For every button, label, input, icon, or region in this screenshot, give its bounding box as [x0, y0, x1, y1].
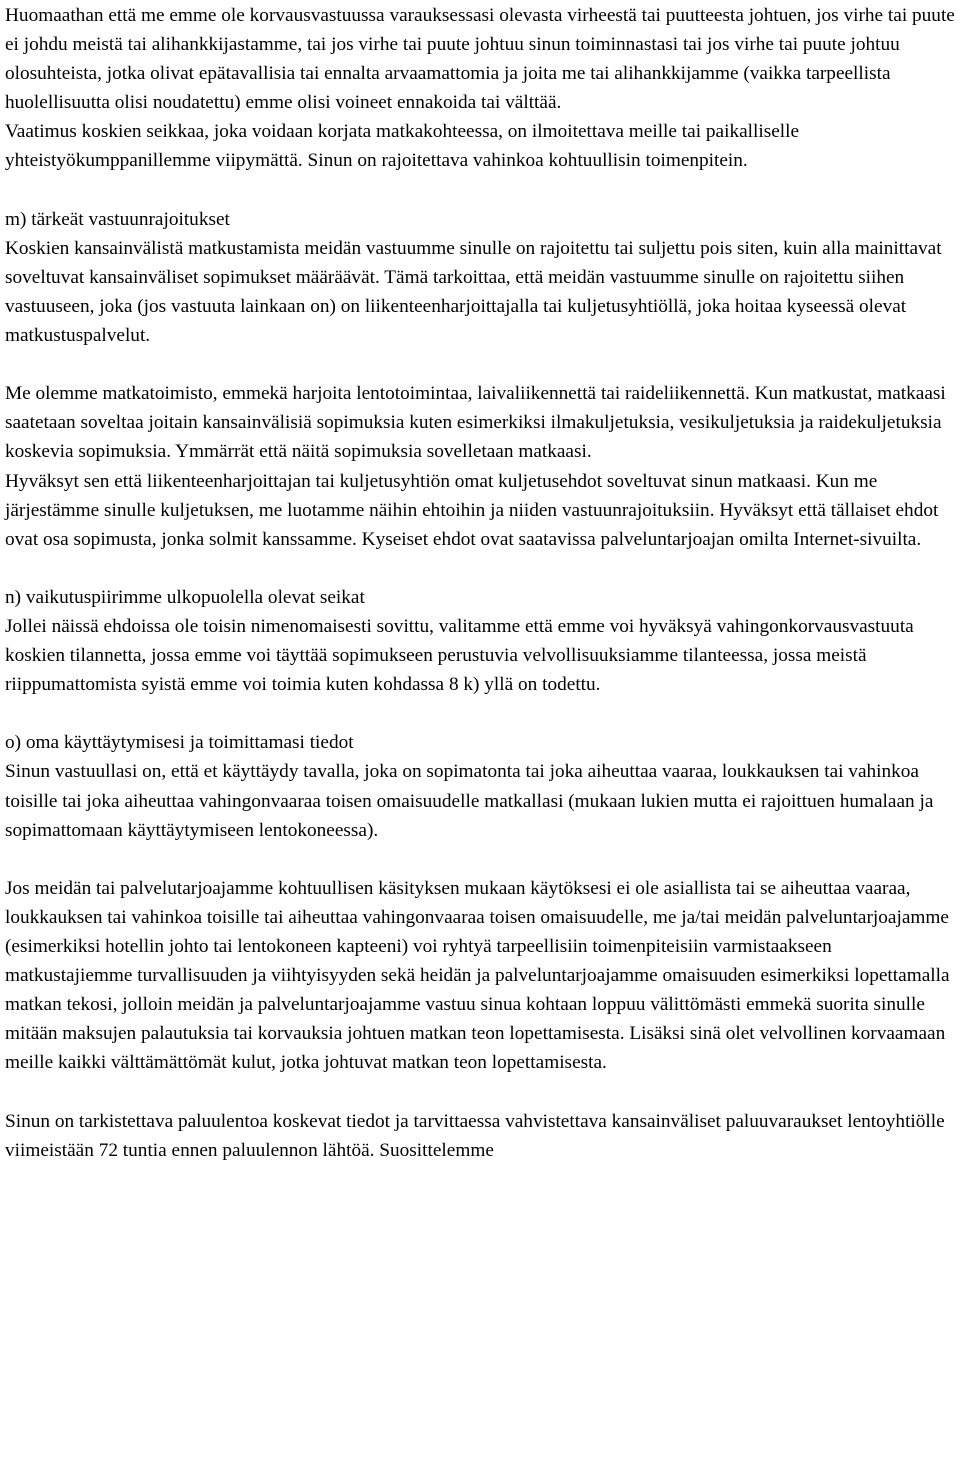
- paragraph-behaviour: Sinun vastuullasi on, että et käyttäydy tavalla, joka on sopimatonta tai joka aiheuttaa vaaraa, loukkauksen tai vahinkoa toisille tai joka aiheuttaa vahingonvaaraa toisen omaisuudelle matkallasi (mukaan lukien mutta ei rajoittuen humalaan ja sopimattomaan käyttäytymiseen lentokoneessa).: [5, 761, 934, 841]
- paragraph-force-majeure: Jollei näissä ehdoissa ole toisin nimenomaisesti sovittu, valitamme että emme voi hyväksyä vahingonkorvausvastuuta koskien tilannetta, jossa emme voi täyttää sopimukseen perustuvia velvollisuuksiamme tilanteessa, jossa meistä riippumattomista syistä emme voi toimia kuten kohdassa 8 k) yllä on todettu.: [5, 615, 914, 696]
- paragraph-international-travel: Koskien kansainvälistä matkustamista meidän vastuumme sinulle on rajoitettu tai suljettu pois siten, kuin alla mainittavat soveltuvat kansainväliset sopimukset määräävät. Tämä tarkoittaa, että meidän vastuumme sinulle on rajoitettu siihen vastuuseen, joka (jos vastuuta lainkaan on) on liikenteenharjoittajalla tai kuljetusyhtiöllä, joka hoitaa kyseessä olevat matkustuspalvelut.: [5, 237, 942, 347]
- paragraph-trip-termination: Jos meidän tai palvelutarjoajamme kohtuullisen käsityksen mukaan käytöksesi ei ole asiallista tai se aiheuttaa vaaraa, loukkauksen tai vahinkoa toisille tai aiheuttaa vahingonvaaraa toisen omaisuudelle, me ja/tai meidän palveluntarjoajamme (esimerkiksi hotellin johto tai lentokoneen kapteeni) voi ryhtyä tarpeellisiin toimenpiteisiin varmistaakseen matkustajiemme turvallisuuden ja viihtyisyyden sekä heidän ja palveluntarjoajamme omaisuuden esimerkiksi lopettamalla matkan tekosi, jolloin meidän ja palveluntarjoajamme vastuu sinua kohtaan loppuu välittömästi emmekä suorita sinulle mitään maksujen palautuksia tai korvauksia johtuen matkan teon lopettamisesta. Lisäksi sinä olet velvollinen korvaamaan meille kaikki välttämättömät kulut, jotka johtuvat matkan teon lopettamisesta.: [5, 877, 950, 1074]
- paragraph-liability-exclusion: Huomaathan että me emme ole korvausvastuussa varauksessasi olevasta virheestä tai puutteesta johtuen, jos virhe tai puute ei johdu meistä tai alihankkijastamme, tai jos virhe tai puute johtuu sinun toiminnastasi tai jos virhe tai puute johtuu olosuhteista, jotka olivat epätavallisia tai ennalta arvaamattomia ja joita me tai alihankkijamme (vaikka tarpeellista huolellisuutta olisi noudatettu) emme olisi voineet ennakoida tai välttää.: [5, 5, 955, 114]
- paragraph-travel-agency: Me olemme matkatoimisto, emmekä harjoita lentotoimintaa, laivaliikennettä tai raideliikennettä. Kun matkustat, matkaasi saatetaan soveltaa joitain kansainvälisiä sopimuksia kuten esimerkiksi ilmakuljetuksia, vesikuljetuksia ja raidekuljetuksia koskevia sopimuksia. Ymmärrät että näitä sopimuksia sovelletaan matkaasi.: [5, 383, 946, 463]
- paragraph-gap: [5, 1077, 955, 1106]
- paragraph-gap: [5, 350, 955, 379]
- paragraph-gap: [5, 554, 955, 583]
- section-heading-m: m) tärkeät vastuunrajoitukset: [5, 208, 230, 230]
- paragraph-gap: [5, 699, 955, 728]
- document-page: [5, 0, 955, 1165]
- paragraph-return-flight: Sinun on tarkistettava paluulentoa koskevat tiedot ja tarvittaessa vahvistettava kansainväliset paluuvaraukset lentoyhtiölle viimeistään 72 tuntia ennen paluulennon lähtöä. Suosittelemme: [5, 1110, 945, 1161]
- paragraph-carrier-terms: Hyväksyt sen että liikenteenharjoittajan tai kuljetusyhtiön omat kuljetusehdot soveltuvat sinun matkaasi. Kun me järjestämme sinulle kuljetuksen, me luotamme näihin ehtoihin ja niiden vastuunrajoituksiin. Hyväksyt että tällaiset ehdot ovat osa sopimusta, jonka solmit kanssamme. Kyseiset ehdot ovat saatavissa palveluntarjoajan omilta Internet-sivuilta.: [5, 470, 939, 550]
- paragraph-gap: [5, 845, 955, 874]
- section-heading-n: n) vaikutuspiirimme ulkopuolella olevat seikat: [5, 586, 365, 608]
- paragraph-claim-notice: Vaatimus koskien seikkaa, joka voidaan korjata matkakohteessa, on ilmoitettava meille tai paikalliselle yhteistyökumppanillemme viipymättä. Sinun on rajoitettava vahinkoa kohtuullisin toimenpitein.: [5, 121, 800, 172]
- section-heading-o: o) oma käyttäytymisesi ja toimittamasi tiedot: [5, 732, 354, 754]
- paragraph-gap: [5, 176, 955, 205]
